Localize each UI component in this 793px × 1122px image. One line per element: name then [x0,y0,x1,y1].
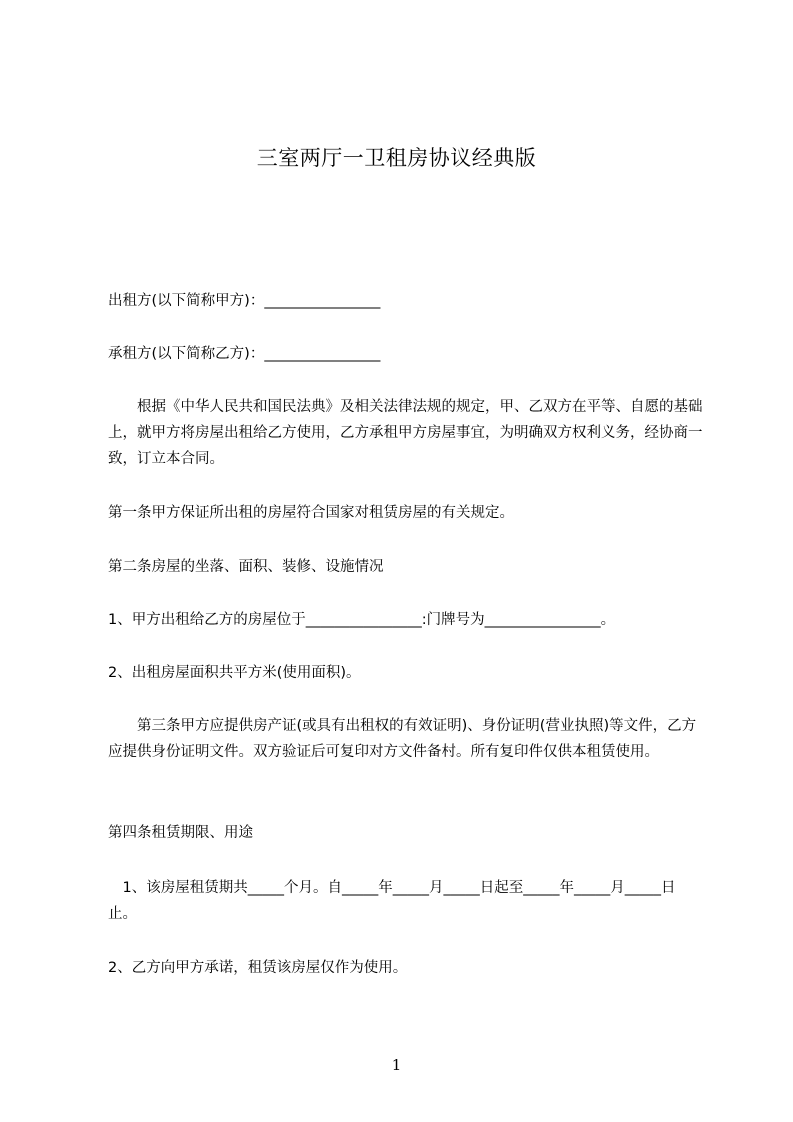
article-2-heading: 第二条房屋的坐落、面积、装修、设施情况 [108,559,384,575]
article-4-item-2: 2、乙方向甲方承诺，租赁该房屋仅作为使用。 [108,960,408,976]
article-2-item-2: 2、出租房屋面积共平方米(使用面积)。 [108,665,361,681]
document-title: 三室两厅一卫租房协议经典版 [256,146,537,170]
lessor-line: 出租方(以下简称甲方)：________________ [108,293,381,309]
article-1: 第一条甲方保证所出租的房屋符合国家对租赁房屋的有关规定。 [108,505,514,521]
page-number: 1 [391,1056,402,1074]
preamble-paragraph: 根据《中华人民共和国民法典》及相关法律法规的规定，甲、乙双方在平等、自愿的基础上，就甲方将房屋出租给乙方使用，乙方承租甲方房屋事宜，为明确双方权利义务，经协商一致，订立本合同。 [108,399,703,467]
article-4-heading: 第四条租赁期限、用途 [108,825,253,841]
article-2-item-1: 1、甲方出租给乙方的房屋位于________________:门牌号为________________。 [108,612,616,628]
article-4-item-1: 1、该房屋租赁期共_____个月。自_____年_____月_____日起至_____年_____月_____日止。 [108,880,676,922]
lessee-line: 承租方(以下简称乙方)：________________ [108,346,381,362]
article-3: 第三条甲方应提供房产证(或具有出租权的有效证明)、身份证明(营业执照)等文件，乙方应提供身份证明文件。双方验证后可复印对方文件备村。所有复印件仅供本租赁使用。 [108,718,697,760]
